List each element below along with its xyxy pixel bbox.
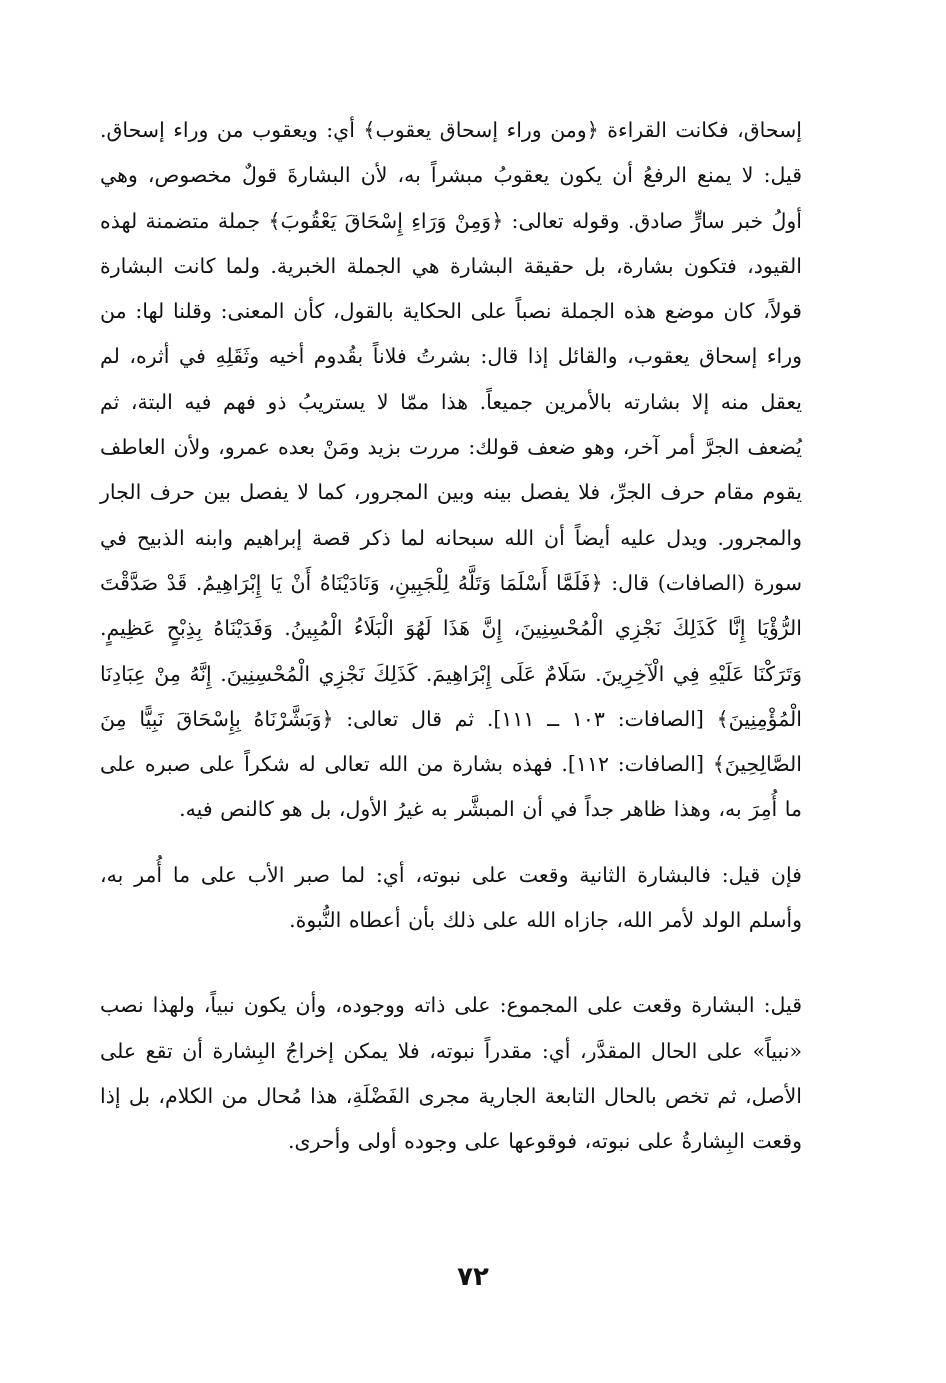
paragraph-2: فإن قيل: فالبشارة الثانية وقعت على نبوته، أي: لما صبر الأب على ما أُمر به، وأسلم الولد لأمر الله، جازاه الله على ذلك بأن أعطاه النُّبوة.: [100, 862, 802, 933]
page-number: ٧٢: [457, 1262, 489, 1292]
paragraph-3: قيل: البشارة وقعت على المجموع: على ذاته ووجوده، وأن يكون نبياً، ولهذا نصب «نبياً» على الحال المقدَّر، أي: مقدراً نبوته، فلا يمكن إخراجُ البِشارة أن تقع على الأصل، ثم تخص بالحال التابعة الجارية مجرى الفَضْلَةِ، هذا مُحال من الكلام، بل إذا وقعت البِشارةُ على نبوته، فوقوعها على وجوده أولى وأحرى.: [100, 993, 802, 1154]
paragraph-1: إسحاق، فكانت القراءة ﴿ومن وراء إسحاق يعقوب﴾ أي: ويعقوب من وراء إسحاق. قيل: لا يمنع الرفعُ أن يكون يعقوبُ مبشراً به، لأن البشارةَ قولٌ مخصوص، وهي أولُ خبر سارٍّ صادق. وقوله تعالى: ﴿وَمِنْ وَرَاءِ إِسْحَاقَ يَعْقُوبَ﴾ جملة متضمنة لهذه القيود، فتكون بشارة، بل حقيقة البشارة هي الجملة الخبرية. ولما كانت البشارة قولاً، كان موضع هذه الجملة نصباً على الحكاية بالقول، كأن المعنى: وقلنا لها: من وراء إسحاق يعقوب، والقائل إذا قال: بشرتُ فلاناً بقُدوم أخيه وثَقَلِهِ في أثره، لم يعقل منه إلا بشارته بالأمرين جميعاً. هذا ممّا لا يستريبُ ذو فهم فيه البتة، ثم يُضعف الجرَّ أمر آخر، وهو ضعف قولك: مررت بزيد ومَنْ بعده عمرو، ولأن العاطف يقوم مقام حرف الجرِّ، فلا يفصل بينه وبين المجرور، كما لا يفصل بين حرف الجار والمجرور. ويدل عليه أيضاً أن الله سبحانه لما ذكر قصة إبراهيم وابنه الذبيح في سورة (الصافات) قال: ﴿فَلَمَّا أَسْلَمَا وَتَلَّهُ لِلْجَبِينِ، وَنَادَيْنَاهُ أَنْ يَا إِبْرَاهِيمُ. قَدْ صَدَّقْتَ الرُّؤْيَا إِنَّا كَذَلِكَ نَجْزِي الْمُحْسِنِينَ، إِنَّ هَذَا لَهُوَ الْبَلَاءُ الْمُبِينُ. وَفَدَيْنَاهُ بِذِبْحٍ عَظِيمٍ. وَتَرَكْنَا عَلَيْهِ فِي الْآخِرِينَ. سَلَامٌ عَلَى إِبْرَاهِيمَ. كَذَلِكَ نَجْزِي الْمُحْسِنِينَ. إِنَّهُ مِنْ عِبَادِنَا الْمُؤْمِنِينَ﴾ [الصافات: ١٠٣ ــ ١١١]. ثم قال تعالى: ﴿وَبَشَّرْنَاهُ بِإِسْحَاقَ نَبِيًّا مِنَ الصَّالِحِينَ﴾ [الصافات: ١١٢]. فهذه بشارة من الله تعالى له شكراً على صبره على ما أُمِرَ به، وهذا ظاهر جداً في أن المبشَّر به غيرُ الأول، بل هو كالنص فيه.: [100, 118, 802, 822]
page-body: [100, 108, 802, 1165]
